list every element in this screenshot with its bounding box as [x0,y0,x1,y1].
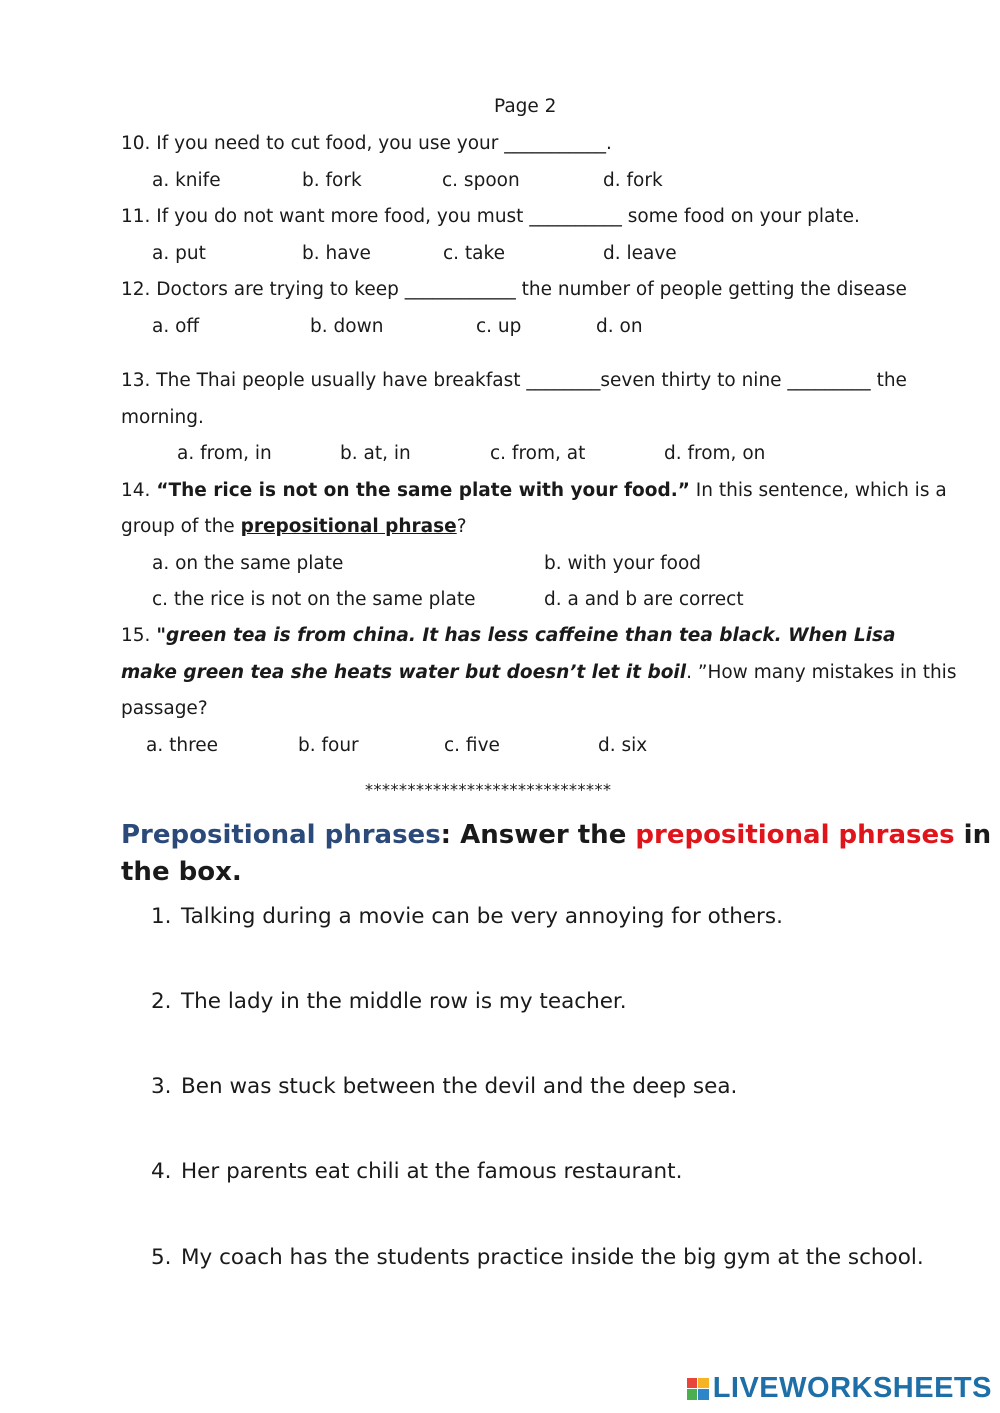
option-b[interactable]: b. four [298,735,359,756]
question-mark: ? [456,516,467,537]
question-number: 14. [121,480,157,501]
option-d[interactable]: d. a and b are correct [544,589,744,610]
page-number: Page 2 [494,96,557,117]
logo-square [698,1389,709,1400]
question-text: 13. The Thai people usually have breakfast ________seven thirty to nine _________ the [121,370,907,391]
question-text-cont [121,662,956,683]
option-a[interactable]: a. from, in [177,443,272,464]
question-text [121,625,895,646]
question-text: 11. If you do not want more food, you must __________ some food on your plate. [121,206,860,227]
heading-highlight: prepositional phrases [635,820,955,850]
question-number: 15. [121,625,157,646]
option-c[interactable]: c. take [443,243,505,264]
item-sentence[interactable]: The lady in the middle row is my teacher. [181,989,627,1014]
question-text-end: passage? [121,698,208,719]
quoted-passage: "green tea is from china. It has less caffeine than tea black. When Lisa [156,625,896,646]
question-text [121,480,947,501]
heading-topic: Prepositional phrases [121,820,441,850]
item-number: 3. [151,1074,172,1099]
option-c[interactable]: c. spoon [442,170,520,191]
quoted-sentence: “The rice is not on the same plate with your food.” [156,480,690,501]
logo-square [698,1378,709,1389]
key-term: prepositional phrase [240,516,457,537]
option-a[interactable]: a. knife [152,170,221,191]
option-b[interactable]: b. down [310,316,384,337]
question-prompt: . ”How many mistakes in this [686,662,957,683]
option-d[interactable]: d. on [596,316,643,337]
option-a[interactable]: a. on the same plate [152,553,344,574]
option-a[interactable]: a. three [146,735,219,756]
question-text: 12. Doctors are trying to keep ____________ the number of people getting the disease [121,279,907,300]
liveworksheets-logo [687,1372,992,1405]
logo-square [687,1389,698,1400]
option-b[interactable]: b. at, in [340,443,411,464]
item-number: 1. [151,904,172,929]
heading-instruction-end: in [954,820,992,850]
option-a[interactable]: a. put [152,243,206,264]
question-text-cont: morning. [121,407,204,428]
question-prompt: group of the [121,516,241,537]
logo-mark-icon [687,1378,709,1400]
section-divider: ***************************** [365,780,612,799]
option-b[interactable]: b. fork [302,170,362,191]
item-number: 5. [151,1245,172,1270]
option-c[interactable]: c. from, at [490,443,586,464]
option-a[interactable]: a. off [152,316,200,337]
quoted-passage-cont: make green tea she heats water but doesn’t let it boil [121,662,687,683]
option-c[interactable]: c. five [444,735,500,756]
heading-instruction: : Answer the [440,820,636,850]
question-prompt: In this sentence, which is a [689,480,947,501]
option-d[interactable]: d. fork [603,170,663,191]
option-c[interactable]: c. up [476,316,522,337]
option-d[interactable]: d. leave [603,243,677,264]
item-sentence[interactable]: My coach has the students practice inside the big gym at the school. [181,1245,924,1270]
question-text-cont [121,516,467,537]
heading-line-2: the box. [121,857,242,887]
option-b[interactable]: b. have [302,243,371,264]
item-sentence[interactable]: Talking during a movie can be very annoying for others. [181,904,783,929]
item-sentence[interactable]: Ben was stuck between the devil and the deep sea. [181,1074,738,1099]
option-c[interactable]: c. the rice is not on the same plate [152,589,476,610]
item-number: 4. [151,1159,172,1184]
item-number: 2. [151,989,172,1014]
item-sentence[interactable]: Her parents eat chili at the famous restaurant. [181,1159,683,1184]
option-d[interactable]: d. six [598,735,648,756]
option-b[interactable]: b. with your food [544,553,702,574]
question-text: 10. If you need to cut food, you use your ___________. [121,133,612,154]
option-d[interactable]: d. from, on [664,443,766,464]
logo-wordmark: LIVEWORKSHEETS [712,1372,992,1404]
logo-square [687,1378,698,1389]
